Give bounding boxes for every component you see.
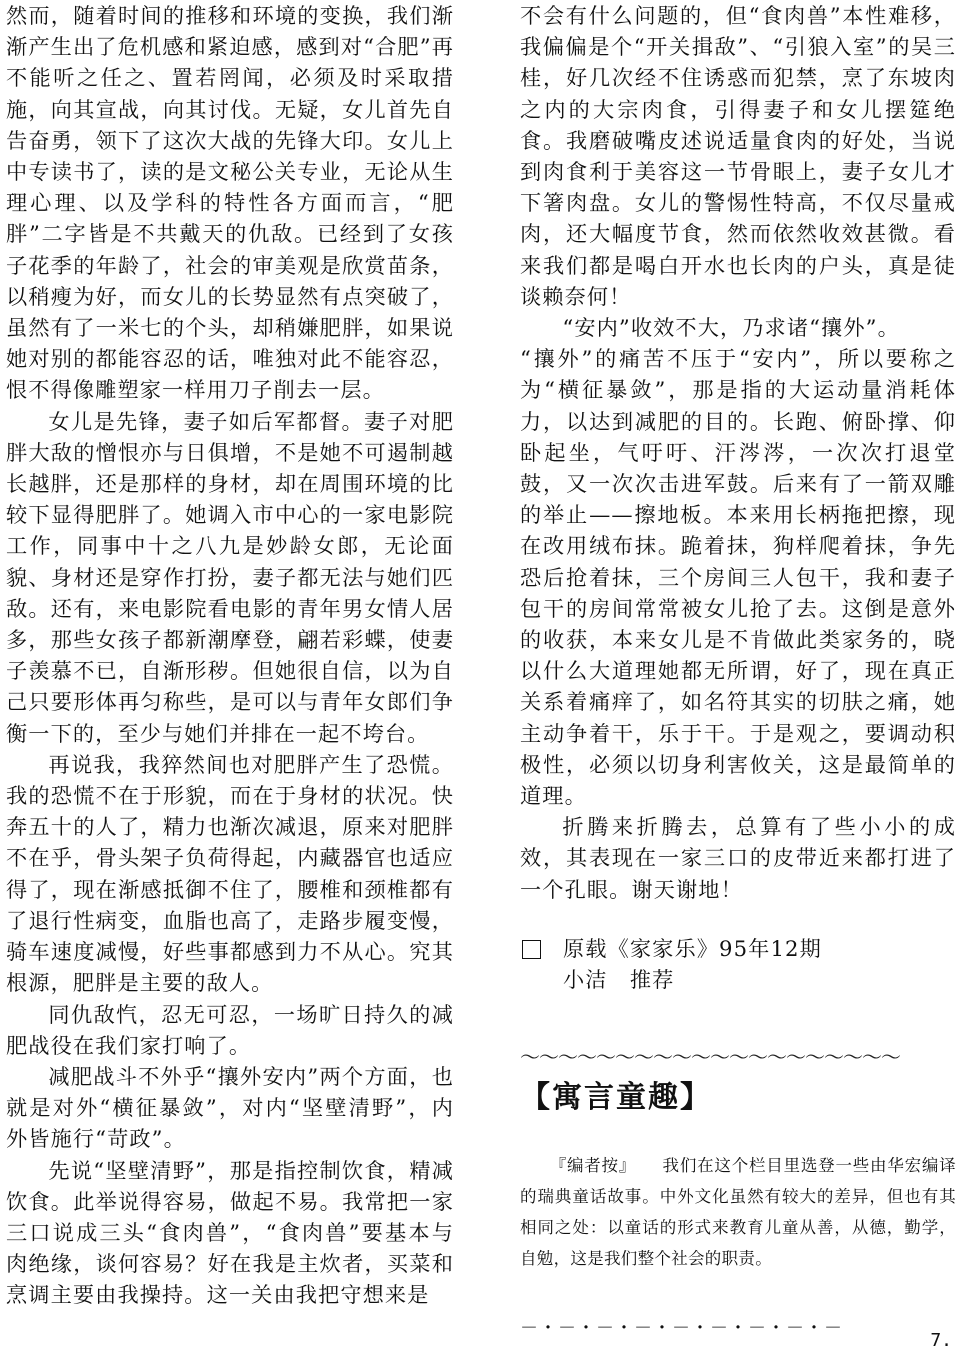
paragraph-9: “攘外”的痛苦不压于“安内”，所以要称之为“横征暴敛”，那是指的大运动量消耗体力，以达到减肥的目的。长跑、俯卧撑、仰卧起坐，气吁吁、汗涔涔，一次次打退堂鼓，又一次次击进军鼓。后来有了一箭双雕的举止——擦地板。本来用长柄拖把擦，现在改用绒布抹。跪着抹，狗样爬着抹，争先恐后抢着抹，三个房间三人包干，我和妻子包干的房间常常被女儿抢了去。这倒是意外的收获，本来女儿是不肯做此类家务的，晓以什么大道理她都无所谓，好了，现在真正关系着痛痒了，如名符其实的切肤之痛，她主动争着干，乐于干。于是观之，要调动积极性，必须以切身利害攸关，这是最简单的道理。 xyxy=(520,346,956,809)
paragraph-5: 减肥战斗不外乎“攘外安内”两个方面，也就是对外“横征暴敛”，对内“坚壁清野”，内外皆施行“苛政”。 xyxy=(6,1063,454,1152)
tilde-divider: ～～～～～～～～～～～～～～～～～～～～ xyxy=(520,1045,900,1070)
paragraph-7: 不会有什么问题的，但“食肉兽”本性难移，我偏偏是个“开关揖敌”、“引狼入室”的吴三桂，好几次经不住诱惑而犯禁，烹了东坡肉之内的大宗肉食，引得妻子和女儿摆筵绝食。我磨破嘴皮述说适量食肉的好处，当说到肉食利于美容这一节骨眼上，妻子女儿才下箸肉盘。女儿的警惕性特高，不仅尽量戒肉，还大幅度节食，然而依然收效甚微。看来我们都是喝白开水也长肉的户头，真是徒谈赖奈何！ xyxy=(520,3,956,309)
checkbox-square-icon xyxy=(522,940,541,959)
paragraph-10: 折腾来折腾去，总算有了些小小的成效，其表现在一家三口的皮带近来都打进了一个孔眼。谢天谢地！ xyxy=(520,814,956,902)
paragraph-2: 女儿是先锋，妻子如后军都督。妻子对肥胖大敌的憎恨亦与日俱增，不是她不可遏制越长越胖，还是那样的身材，却在周围环境的比较下显得肥胖了。她调入市中心的一家电影院工作，同事中十之八九是妙龄女郎，无论面貌、身材还是穿作打扮，妻子都无法与她们匹敌。还有，来电影院看电影的青年男女情人居多，那些女孩子都新潮摩登，翩若彩蝶，使妻子羡慕不已，自渐形秽。但她很自信，以为自己只要形体再匀称些，是可以与青年女郎们争衡一下的，至少与她们并排在一起不垮台。 xyxy=(6,408,454,746)
dash-divider: －・－・－・－・－・－・－・－・－ xyxy=(520,1318,843,1340)
paragraph-8: “安内”收效不大，乃求诸“攘外”。 xyxy=(562,315,900,341)
right-column xyxy=(520,0,956,1340)
paragraph-6: 先说“坚壁清野”，那是指控制饮食，精减饮食。此举说得容易，做起不易。我常把一家三口说成三头“食肉兽”，“食肉兽”要基本与肉绝缘，谈何容易？好在我是主炊者，买菜和烹调主要由我操持。这一关由我把守想来是 xyxy=(6,1157,454,1308)
paragraph-3: 再说我，我猝然间也对肥胖产生了恐慌。我的恐慌不在于形貌，而在于身材的状况。快奔五十的人了，精力也渐次减退，原来对肥胖不在乎，骨头架子负荷得起，内藏器官也适应得了，现在渐感抵御不住了，腰椎和颈椎都有了退行性病变，血脂也高了，走路步履变慢，骑车速度减慢，好些事都感到力不从心。究其根源，肥胖是主要的敌人。 xyxy=(6,751,454,996)
recommender-line: 小洁 推荐 xyxy=(563,967,675,993)
page-number: 7. xyxy=(930,1330,952,1351)
source-line: 原载《家家乐》95年12期 xyxy=(563,935,822,961)
section-title: 【寓言童趣】 xyxy=(520,1080,712,1116)
editor-note-tag: 『编者按』 xyxy=(549,1156,637,1176)
paragraph-4: 同仇敌忾，忍无可忍，一场旷日持久的减肥战役在我们家打响了。 xyxy=(6,1001,454,1058)
editor-note-text: 我们在这个栏目里选登一些由华宏编译的瑞典童话故事。中外文化虽然有较大的差异，但也有其相同之处：以童话的形式来教育儿童从善，从德，勤学，自勉，这是我们整个社会的职责。 xyxy=(520,1156,957,1269)
left-column xyxy=(6,0,454,1311)
editor-note xyxy=(520,1150,956,1274)
source-note xyxy=(520,933,956,995)
paragraph-1: 然而，随着时间的推移和环境的变换，我们渐渐产生出了危机感和紧迫感，感到对“合肥”再不能听之任之、置若罔闻，必须及时采取措施，向其宣战，向其讨伐。无疑，女儿首先自告奋勇，领下了这次大战的先锋大印。女儿上中专读书了，读的是文秘公关专业，无论从生理心理、以及学科的特性各方面而言，“肥胖”二字皆是不共戴天的仇敌。已经到了女孩子花季的年龄了，社会的审美观是欣赏苗条，以稍瘦为好，而女儿的长势显然有点突破了，虽然有了一米七的个头，却稍嫌肥胖，如果说她对别的都能容忍的话，唯独对此不能容忍，恨不得像雕塑家一样用刀子削去一层。 xyxy=(6,3,454,403)
